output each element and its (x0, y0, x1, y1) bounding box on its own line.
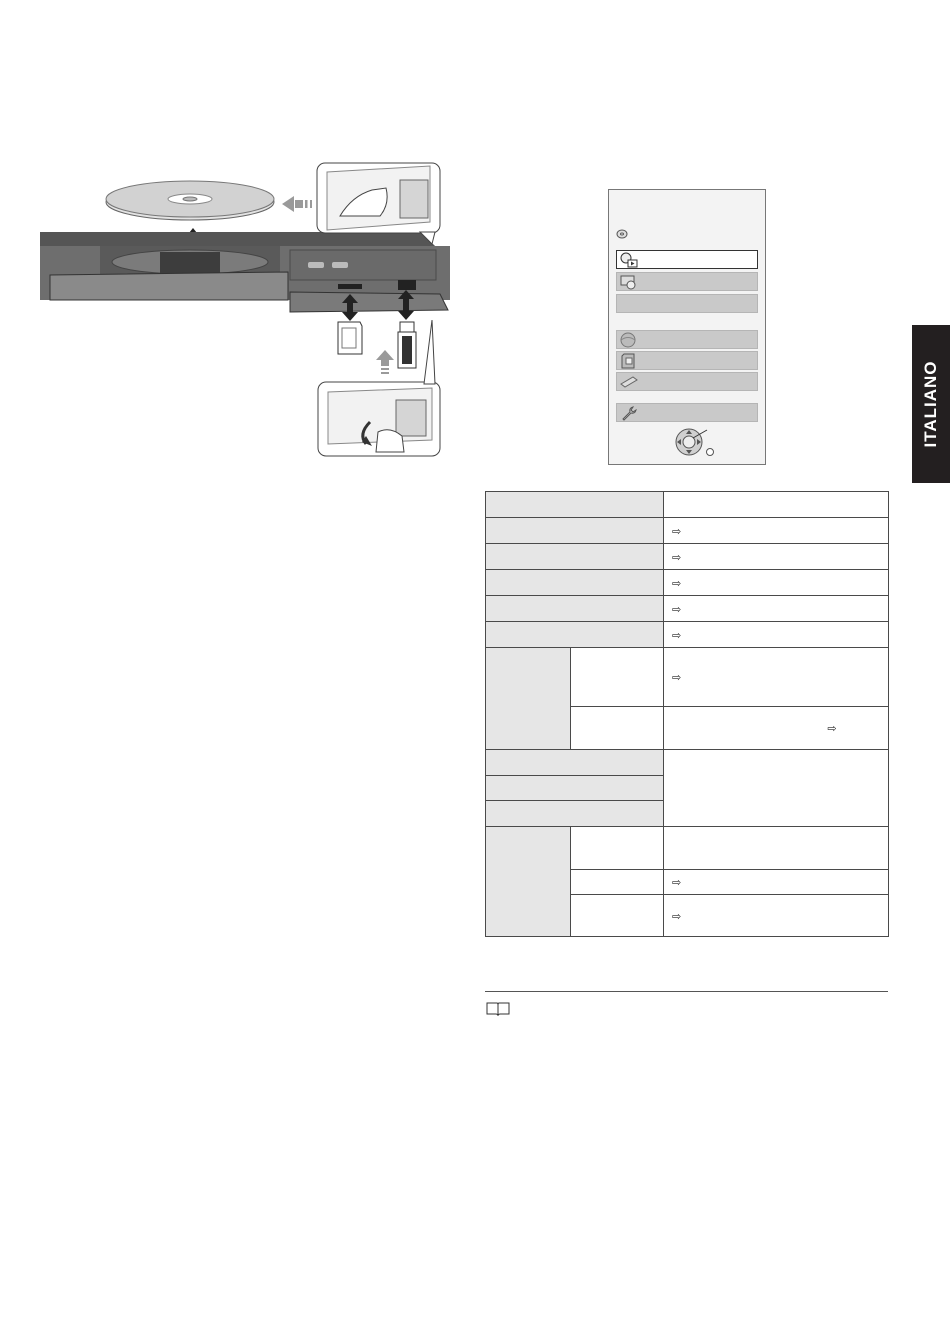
table-cell (571, 707, 664, 750)
table-cell (664, 870, 889, 895)
table-cell (486, 827, 571, 937)
menu-item-photos[interactable] (616, 272, 758, 291)
sd-card-image (338, 322, 362, 354)
navigation-pad-icon (673, 426, 717, 458)
table-cell (571, 895, 664, 937)
table-cell (664, 750, 889, 827)
table-cell (486, 750, 664, 776)
menu-item-videos[interactable] (616, 250, 758, 269)
table-cell (664, 518, 889, 544)
callout-open-cover (318, 320, 440, 456)
sd-card-icon (619, 353, 639, 369)
player-loading-illustration (40, 160, 450, 460)
reference-arrow-icon: ⇨ (672, 525, 682, 538)
home-menu-screen (608, 189, 766, 465)
table-cell (664, 648, 889, 707)
table-cell (486, 518, 664, 544)
table-row (486, 596, 889, 622)
table-cell (486, 648, 571, 750)
book-icon (486, 1002, 510, 1016)
table-row (486, 570, 889, 596)
table-row (486, 492, 889, 518)
table-cell (664, 827, 889, 870)
table-cell (486, 570, 664, 596)
menu-item-music[interactable] (616, 294, 758, 313)
menu-item-network[interactable] (616, 330, 758, 349)
language-tab-label: ITALIANO (921, 360, 940, 448)
table-row (486, 827, 889, 870)
menu-item-sd-card[interactable] (616, 351, 758, 370)
table-cell (664, 596, 889, 622)
reference-arrow-icon: ⇨ (672, 877, 682, 889)
callout-open-tray (317, 163, 440, 244)
disc-image (106, 181, 274, 220)
table-cell (664, 492, 889, 518)
insert-arrow-icon (282, 196, 312, 212)
table-cell (664, 895, 889, 937)
feature-table (485, 491, 889, 937)
table-cell (664, 570, 889, 596)
table-cell (486, 544, 664, 570)
table-cell (664, 544, 889, 570)
table-cell (664, 622, 889, 648)
table-cell (571, 870, 664, 895)
open-arrow-icon (376, 350, 394, 374)
table-cell (486, 596, 664, 622)
reference-arrow-icon: ⇨ (672, 577, 682, 590)
usb-stick-image (398, 322, 416, 368)
reference-arrow-icon: ⇨ (672, 672, 682, 684)
table-cell (486, 776, 664, 801)
table-cell (486, 622, 664, 648)
table-cell (486, 492, 664, 518)
table-row (486, 750, 889, 776)
table-row (486, 544, 889, 570)
table-cell (486, 801, 664, 827)
reference-arrow-icon: ⇨ (827, 723, 837, 735)
player-body (40, 232, 450, 312)
language-tab (912, 325, 950, 483)
table-row (486, 648, 889, 707)
table-cell (664, 707, 889, 750)
usb-icon (619, 374, 639, 390)
menu-item-usb[interactable] (616, 372, 758, 391)
table-cell (571, 648, 664, 707)
section-divider (485, 991, 888, 992)
reference-arrow-icon: ⇨ (672, 603, 682, 616)
disc-small-icon (616, 229, 628, 239)
wrench-icon (619, 405, 639, 421)
reference-arrow-icon: ⇨ (672, 629, 682, 642)
globe-icon (619, 332, 639, 348)
reference-arrow-icon: ⇨ (672, 910, 682, 923)
menu-item-setup[interactable] (616, 403, 758, 422)
table-row (486, 622, 889, 648)
photo-disc-icon (619, 274, 639, 290)
reference-arrow-icon: ⇨ (672, 551, 682, 564)
video-disc-icon (619, 252, 639, 268)
table-row (486, 518, 889, 544)
table-cell (571, 827, 664, 870)
